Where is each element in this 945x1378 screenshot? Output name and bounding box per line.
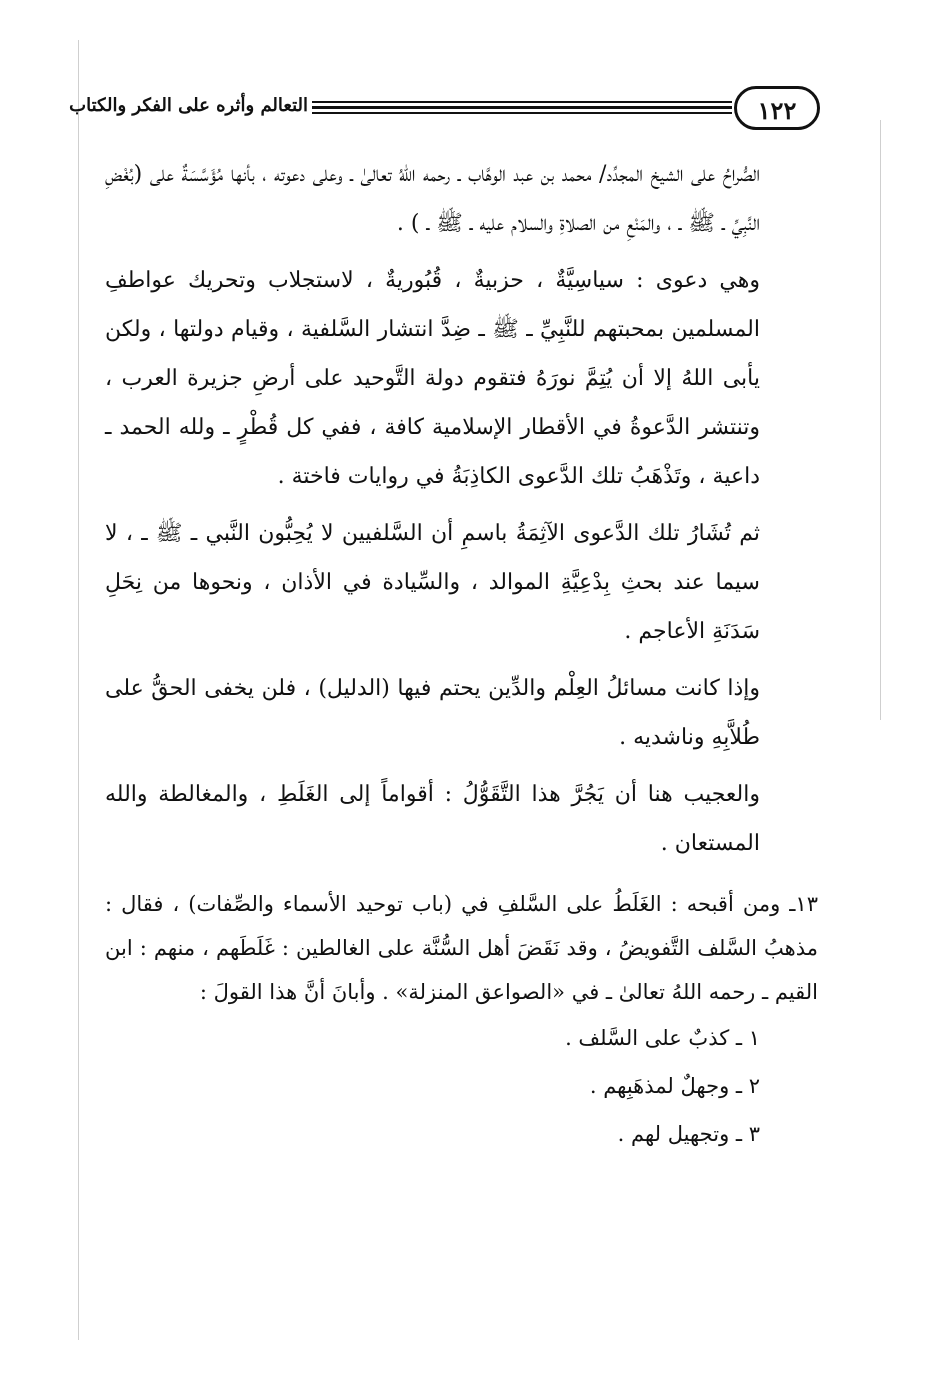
sub-item: ٢ ـ وجهلٌ لمذهَبِهم . — [589, 1074, 760, 1098]
sub-item: ١ ـ كذبٌ على السَّلف . — [565, 1026, 760, 1050]
paragraph: الصُّراحُ على الشيخ المجدِّد/ محمد بن عبد الوهَّاب ـ رحمه اللهُ تعالىٰ ـ وعلى دعوته ، بأنها مُؤَسَّسَةٌ على (بُغْضِ النَّبِيِّ ـ ﷺ ـ ، والمَنْعِ من الصلاةِ والسلام عليه ـ ﷺ ـ ) . — [105, 162, 760, 236]
paragraph: وهي دعوى : سياسِيَّةٌ ، حزبيةٌ ، قُبُوريةٌ ، لاستجلاب وتحريك عواطفِ المسلمين بمحبتهم للنَّبِيِّ ـ ﷺ ـ ضِدَّ انتشار السَّلفية ، وقيام دولتها ، ولكن يأبى اللهُ إلا أن يُتِمَّ نورَهُ فتقوم دولة التَّوحيد على أرضِ جزيرة العرب ، وتنتشر الدَّعوةُ في الأقطار الإسلامية كافة ، ففي كل قُطْرٍ ـ ولله الحمد ـ داعية ، وتَذْهَبُ تلك الدَّعوى الكاذِبَةُ في روايات فاختة . — [105, 268, 760, 489]
paragraph: ثم تُشَارُ تلك الدَّعوى الآثِمَةُ باسمِ أن السَّلفيين لا يُحِبُّون النَّبي ـ ﷺ ـ ، لا سيما عند بحثِ بِدْعِيَّةِ الموالد ، والسِّيادة في الأذان ، ونحوها من نِحَلِ سَدَنَةِ الأعاجم . — [105, 521, 760, 644]
sub-item: ٣ ـ وتجهيل لهم . — [617, 1122, 760, 1146]
paragraph: وإذا كانت مسائلُ العِلْم والدِّين يحتم فيها (الدليل) ، فلن يخفى الحقُّ على طُلاَّبِهِ وناشديه . — [105, 676, 760, 750]
header-rule — [312, 101, 732, 114]
page-number-badge: ١٢٢ — [734, 86, 820, 130]
page-header — [69, 86, 820, 136]
item-text: ومن أقبحه : الغَلَطُ على السَّلفِ في (باب توحيد الأسماء والصِّفات) ، فقال : مذهبُ السَّلف التَّفويضُ ، وقد نَقَضَ أهل السُّنَّة على الغالطين : غَلَطَهم ، منهم : ابن القيم ـ رحمه اللهُ تعالىٰ ـ في «الصواعق المنزلة» . وأبانَ أنَّ هذا القولَ : — [105, 892, 818, 1004]
page-body — [105, 150, 818, 1158]
running-title: التعالم وأثره على الفكر والكتاب — [69, 95, 308, 116]
scan-artifact-line — [880, 120, 881, 720]
paragraph: والعجيب هنا أن يَجُرَّ هذا التَّقَوُّلُ : أقواماً إلى الغَلَطِ ، والمغالطة والله المستعان . — [105, 782, 760, 856]
scan-artifact-line — [78, 40, 79, 1340]
item-number: ١٣ـ — [789, 892, 818, 916]
numbered-item — [105, 882, 818, 1014]
